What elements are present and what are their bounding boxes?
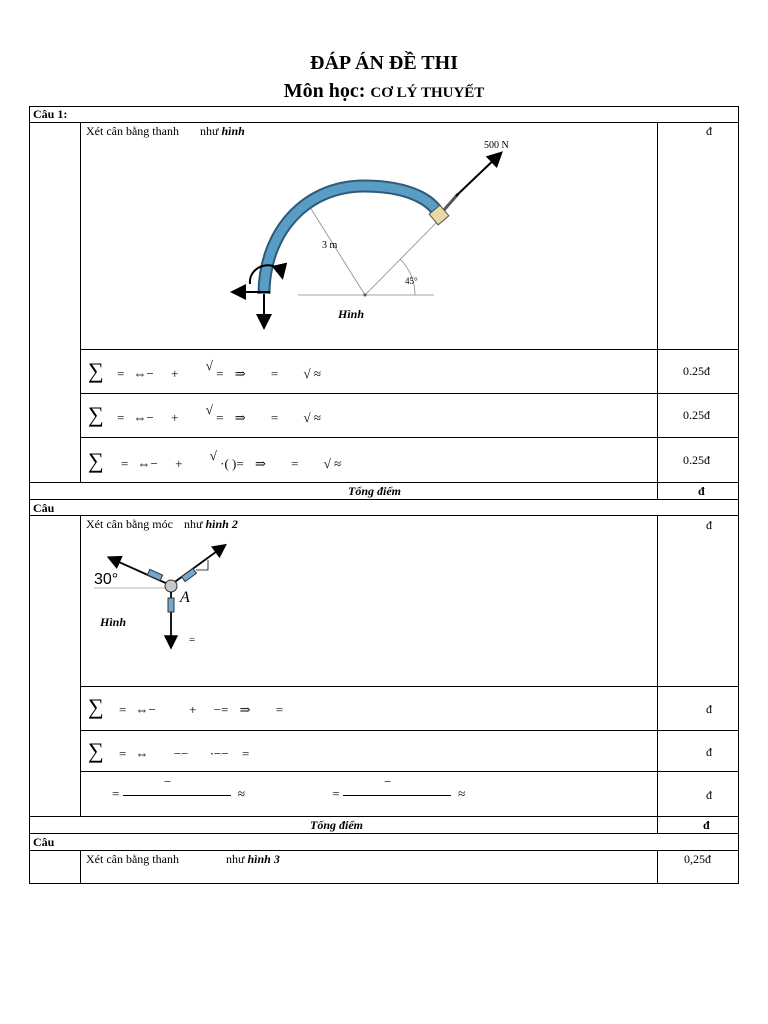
q2-hook-figure	[88, 540, 238, 655]
q2-total-label: Tổng điểm	[310, 818, 363, 832]
document-title: ĐÁP ÁN ĐỀ THI	[310, 52, 458, 74]
q2-intro	[86, 517, 238, 532]
q2-equation-row: ∑ = ⇔ −− ·−− =	[88, 738, 250, 763]
q3-intro	[86, 852, 280, 867]
q3-intro-hinh: hình 3	[247, 852, 280, 866]
q2-row3-score: đ	[706, 788, 712, 802]
force-label: 500 N	[484, 140, 509, 151]
q1-row2-score: 0.25đ	[683, 408, 710, 422]
subject-name: CƠ LÝ THUYẾT	[370, 85, 485, 101]
q3-score: 0,25đ	[684, 852, 711, 866]
q2-frac-num-left: −	[164, 774, 172, 789]
subject-label: Môn học:	[283, 80, 366, 102]
q1-intro-nhu: như	[199, 124, 219, 138]
figure-caption: Hình	[338, 307, 365, 321]
q1-label: Câu 1:	[33, 107, 68, 121]
point-label: A	[180, 589, 190, 606]
q1-row1-score: 0.25đ	[683, 364, 710, 378]
q2-row1-score: đ	[706, 702, 712, 716]
q3-intro-nhu: như	[225, 852, 245, 866]
q1-equation-row: ∑ = ⇔− + √ ·( )= ⇒ = √ ≈	[88, 448, 342, 473]
q2-frac-num-right: −	[384, 774, 392, 789]
q1-intro-text: Xét cân bằng thanh	[86, 124, 179, 138]
q2-equation-row: = ≈ = ≈	[112, 786, 466, 801]
q1-curved-rod-figure	[224, 134, 524, 334]
angle-label: 30°	[94, 571, 119, 588]
q1-intro-hinh: hình	[221, 124, 245, 138]
q1-intro	[86, 124, 245, 139]
q1-equation-row: ∑ = ⇔− + √ = ⇒ = √ ≈	[88, 402, 321, 427]
q2-row2-score: đ	[706, 745, 712, 759]
angle-label: 45°	[405, 276, 418, 286]
q3-intro-text: Xét cân bằng thanh	[86, 852, 179, 866]
figure-caption: Hình	[100, 615, 127, 629]
radius-label: 3 m	[322, 240, 338, 251]
q1-main-score: đ	[706, 124, 712, 138]
q2-intro-text: Xét cân bằng móc	[86, 517, 173, 531]
q2-intro-nhu: như	[183, 517, 203, 531]
q2-intro-hinh: hình 2	[205, 517, 238, 531]
q1-equation-row: ∑ = ⇔− + √ = ⇒ = √ ≈	[88, 358, 321, 383]
figure-eq: =	[189, 634, 196, 646]
q2-total-score: đ	[703, 818, 710, 832]
q1-total-score: đ	[698, 484, 705, 498]
q1-total-label: Tổng điểm	[348, 484, 401, 498]
q1-row3-score: 0.25đ	[683, 453, 710, 467]
q2-equation-row: ∑ = ⇔− + −= ⇒ =	[88, 694, 284, 719]
q2-label: Câu	[33, 501, 55, 515]
q2-main-score: đ	[706, 518, 712, 532]
subject-line	[0, 80, 768, 103]
q3-label: Câu	[33, 835, 55, 849]
